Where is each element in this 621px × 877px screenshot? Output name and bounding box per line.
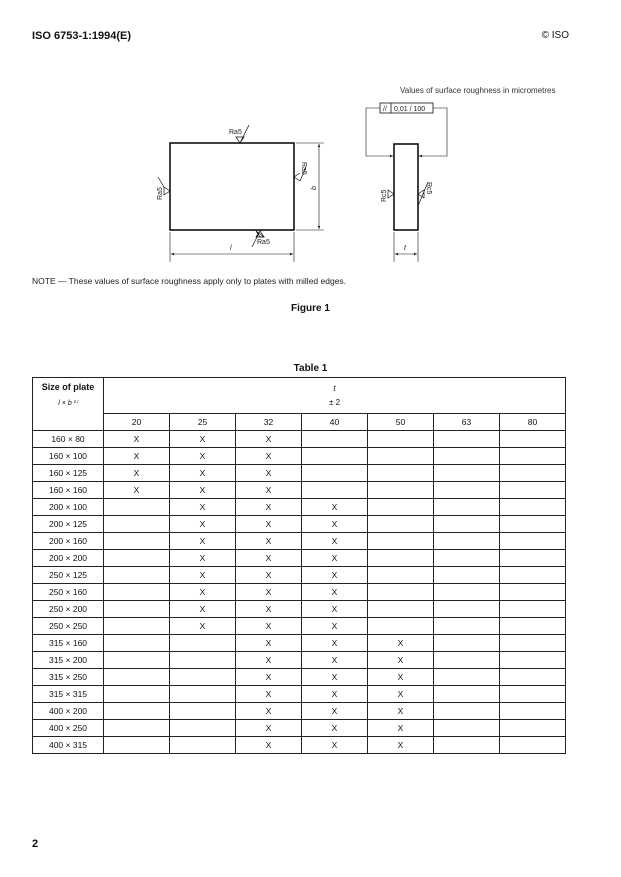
- table-row: [33, 499, 566, 516]
- availability-cell: [104, 686, 170, 703]
- availability-cell: [500, 482, 566, 499]
- availability-cell: [104, 720, 170, 737]
- availability-cell: [368, 465, 434, 482]
- table-caption: Table 1: [293, 363, 328, 374]
- availability-cell: X: [170, 584, 236, 601]
- availability-cell: [368, 482, 434, 499]
- availability-cell: X: [302, 652, 368, 669]
- availability-cell: X: [236, 533, 302, 550]
- availability-cell: [434, 482, 500, 499]
- availability-cell: X: [170, 465, 236, 482]
- availability-cell: X: [236, 516, 302, 533]
- availability-cell: [500, 652, 566, 669]
- plate-size-cell: 400 × 250: [33, 720, 104, 737]
- availability-cell: X: [302, 635, 368, 652]
- availability-cell: X: [170, 431, 236, 448]
- availability-cell: [434, 465, 500, 482]
- availability-cell: [170, 635, 236, 652]
- table-row: [33, 567, 566, 584]
- availability-cell: [434, 703, 500, 720]
- availability-cell: [170, 669, 236, 686]
- availability-cell: X: [368, 652, 434, 669]
- availability-cell: X: [104, 431, 170, 448]
- availability-cell: [170, 652, 236, 669]
- availability-cell: X: [236, 584, 302, 601]
- availability-cell: [500, 516, 566, 533]
- availability-cell: [104, 567, 170, 584]
- availability-cell: [104, 550, 170, 567]
- figure-caption: Figure 1: [291, 303, 330, 314]
- plate-size-cell: 200 × 200: [33, 550, 104, 567]
- table-row: [33, 431, 566, 448]
- table-row: [33, 550, 566, 567]
- roughness-label-side-left: Rc5: [381, 189, 388, 202]
- table-row: [33, 465, 566, 482]
- availability-cell: X: [236, 431, 302, 448]
- dim-l-label: l: [230, 245, 232, 252]
- table-row: [33, 737, 566, 754]
- availability-cell: [302, 431, 368, 448]
- availability-cell: X: [302, 567, 368, 584]
- plate-size-cell: 160 × 160: [33, 482, 104, 499]
- roughness-label-side-right: Rc5: [425, 182, 432, 195]
- availability-cell: X: [302, 516, 368, 533]
- copyright: © ISO: [541, 30, 569, 41]
- table-row: [33, 652, 566, 669]
- availability-cell: [368, 448, 434, 465]
- availability-cell: [170, 720, 236, 737]
- availability-cell: [368, 533, 434, 550]
- availability-cell: X: [236, 720, 302, 737]
- availability-cell: [368, 550, 434, 567]
- availability-cell: [368, 618, 434, 635]
- availability-cell: [104, 601, 170, 618]
- availability-cell: X: [302, 499, 368, 516]
- table-row: [33, 635, 566, 652]
- availability-cell: [302, 448, 368, 465]
- availability-cell: X: [236, 550, 302, 567]
- column-header: 63: [434, 414, 500, 431]
- availability-cell: [104, 584, 170, 601]
- availability-cell: [434, 618, 500, 635]
- column-header: 32: [236, 414, 302, 431]
- availability-cell: X: [368, 737, 434, 754]
- availability-cell: [434, 533, 500, 550]
- availability-cell: X: [170, 601, 236, 618]
- availability-cell: X: [104, 482, 170, 499]
- availability-cell: [500, 669, 566, 686]
- availability-cell: [104, 635, 170, 652]
- availability-cell: [368, 431, 434, 448]
- plate-front-view: [170, 143, 294, 230]
- table-row: [33, 482, 566, 499]
- availability-cell: [302, 482, 368, 499]
- availability-cell: [500, 618, 566, 635]
- availability-cell: X: [104, 465, 170, 482]
- availability-cell: X: [170, 482, 236, 499]
- availability-cell: X: [302, 584, 368, 601]
- availability-cell: X: [236, 652, 302, 669]
- table-row: [33, 533, 566, 550]
- plate-size-cell: 400 × 315: [33, 737, 104, 754]
- availability-cell: [434, 516, 500, 533]
- plate-size-cell: 200 × 125: [33, 516, 104, 533]
- plate-size-cell: 200 × 160: [33, 533, 104, 550]
- plate-size-cell: 315 × 250: [33, 669, 104, 686]
- availability-cell: [500, 550, 566, 567]
- thickness-columns: [33, 414, 566, 431]
- availability-cell: [104, 499, 170, 516]
- table-row: [33, 601, 566, 618]
- figure-1-drawing: [0, 0, 621, 270]
- availability-cell: [500, 635, 566, 652]
- plate-size-cell: 315 × 160: [33, 635, 104, 652]
- table-row: [33, 584, 566, 601]
- availability-cell: X: [236, 465, 302, 482]
- table-row: [33, 516, 566, 533]
- table-row: [33, 720, 566, 737]
- plate-size-cell: 400 × 200: [33, 703, 104, 720]
- availability-cell: [434, 431, 500, 448]
- availability-cell: [434, 652, 500, 669]
- size-header: Size of plate l × b ¹⁾: [33, 378, 104, 431]
- plate-size-cell: 315 × 200: [33, 652, 104, 669]
- availability-cell: X: [170, 499, 236, 516]
- availability-cell: X: [302, 720, 368, 737]
- availability-cell: [104, 652, 170, 669]
- availability-cell: X: [236, 703, 302, 720]
- roughness-label-right: Ra5: [300, 162, 307, 175]
- availability-cell: [434, 550, 500, 567]
- availability-cell: [500, 737, 566, 754]
- availability-cell: [302, 465, 368, 482]
- availability-cell: X: [236, 567, 302, 584]
- column-header: 40: [302, 414, 368, 431]
- availability-cell: X: [302, 550, 368, 567]
- availability-cell: [434, 635, 500, 652]
- availability-cell: [434, 737, 500, 754]
- dim-t-label: t: [404, 245, 406, 252]
- plate-size-cell: 160 × 125: [33, 465, 104, 482]
- figure-note: NOTE — These values of surface roughness apply only to plates with milled edges.: [32, 276, 347, 286]
- availability-cell: [500, 686, 566, 703]
- availability-cell: [500, 720, 566, 737]
- parallelism-symbol: //: [383, 106, 387, 113]
- availability-cell: X: [368, 686, 434, 703]
- availability-cell: [434, 448, 500, 465]
- availability-cell: [500, 703, 566, 720]
- availability-cell: [434, 601, 500, 618]
- tolerance-value: 0,01 / 100: [394, 106, 426, 113]
- table-row: [33, 703, 566, 720]
- availability-cell: X: [302, 703, 368, 720]
- availability-cell: [434, 686, 500, 703]
- availability-cell: X: [236, 499, 302, 516]
- availability-cell: X: [236, 482, 302, 499]
- availability-cell: X: [170, 448, 236, 465]
- availability-cell: [500, 465, 566, 482]
- availability-cell: X: [170, 567, 236, 584]
- availability-cell: [104, 669, 170, 686]
- roughness-label-left: Ra5: [157, 187, 164, 200]
- standard-id: ISO 6753-1:1994(E): [32, 30, 132, 42]
- dim-b-label: b: [311, 186, 318, 190]
- roughness-label-top: Ra5: [229, 129, 242, 136]
- availability-cell: [434, 567, 500, 584]
- roughness-label-bottom: Ra5: [257, 239, 270, 246]
- availability-cell: X: [104, 448, 170, 465]
- plate-size-cell: 250 × 200: [33, 601, 104, 618]
- column-header: 25: [170, 414, 236, 431]
- availability-cell: X: [368, 635, 434, 652]
- availability-cell: [368, 499, 434, 516]
- availability-cell: [368, 584, 434, 601]
- column-header: 80: [500, 414, 566, 431]
- availability-cell: X: [302, 601, 368, 618]
- availability-cell: X: [236, 737, 302, 754]
- availability-cell: [104, 533, 170, 550]
- availability-cell: X: [302, 533, 368, 550]
- availability-cell: [170, 686, 236, 703]
- plate-size-cell: 200 × 100: [33, 499, 104, 516]
- availability-cell: X: [236, 686, 302, 703]
- availability-cell: [104, 737, 170, 754]
- availability-cell: X: [236, 601, 302, 618]
- availability-cell: X: [170, 533, 236, 550]
- availability-cell: [500, 499, 566, 516]
- column-header: 50: [368, 414, 434, 431]
- availability-cell: [170, 703, 236, 720]
- availability-cell: X: [170, 550, 236, 567]
- availability-cell: X: [302, 669, 368, 686]
- availability-cell: [434, 720, 500, 737]
- availability-cell: X: [302, 686, 368, 703]
- plate-size-cell: 160 × 80: [33, 431, 104, 448]
- availability-cell: [104, 618, 170, 635]
- availability-cell: X: [170, 516, 236, 533]
- availability-cell: [434, 499, 500, 516]
- availability-cell: [500, 533, 566, 550]
- availability-cell: X: [368, 669, 434, 686]
- table-row: [33, 448, 566, 465]
- availability-cell: [434, 584, 500, 601]
- availability-cell: X: [236, 635, 302, 652]
- availability-cell: X: [302, 737, 368, 754]
- column-header: 20: [104, 414, 170, 431]
- plate-side-view: [394, 144, 418, 230]
- table-row: [33, 686, 566, 703]
- units-note: Values of surface roughness in micrometres: [400, 86, 556, 95]
- plate-size-cell: 250 × 250: [33, 618, 104, 635]
- availability-cell: X: [368, 703, 434, 720]
- availability-cell: [434, 669, 500, 686]
- plate-size-cell: 315 × 315: [33, 686, 104, 703]
- plate-size-table: [32, 377, 566, 754]
- availability-cell: [500, 448, 566, 465]
- availability-cell: [368, 601, 434, 618]
- availability-cell: X: [236, 669, 302, 686]
- availability-cell: X: [236, 618, 302, 635]
- availability-cell: [368, 567, 434, 584]
- availability-cell: [368, 516, 434, 533]
- table-row: [33, 618, 566, 635]
- availability-cell: [500, 601, 566, 618]
- availability-cell: [500, 567, 566, 584]
- availability-cell: [104, 703, 170, 720]
- plate-size-cell: 250 × 160: [33, 584, 104, 601]
- availability-cell: [500, 584, 566, 601]
- availability-cell: X: [368, 720, 434, 737]
- availability-cell: X: [302, 618, 368, 635]
- availability-cell: X: [170, 618, 236, 635]
- availability-cell: [104, 516, 170, 533]
- plate-size-cell: 250 × 125: [33, 567, 104, 584]
- thickness-header: t ± 2: [104, 378, 566, 414]
- plate-size-cell: 160 × 100: [33, 448, 104, 465]
- availability-cell: [170, 737, 236, 754]
- availability-cell: X: [236, 448, 302, 465]
- availability-cell: [500, 431, 566, 448]
- page-number: 2: [32, 838, 39, 850]
- table-row: [33, 669, 566, 686]
